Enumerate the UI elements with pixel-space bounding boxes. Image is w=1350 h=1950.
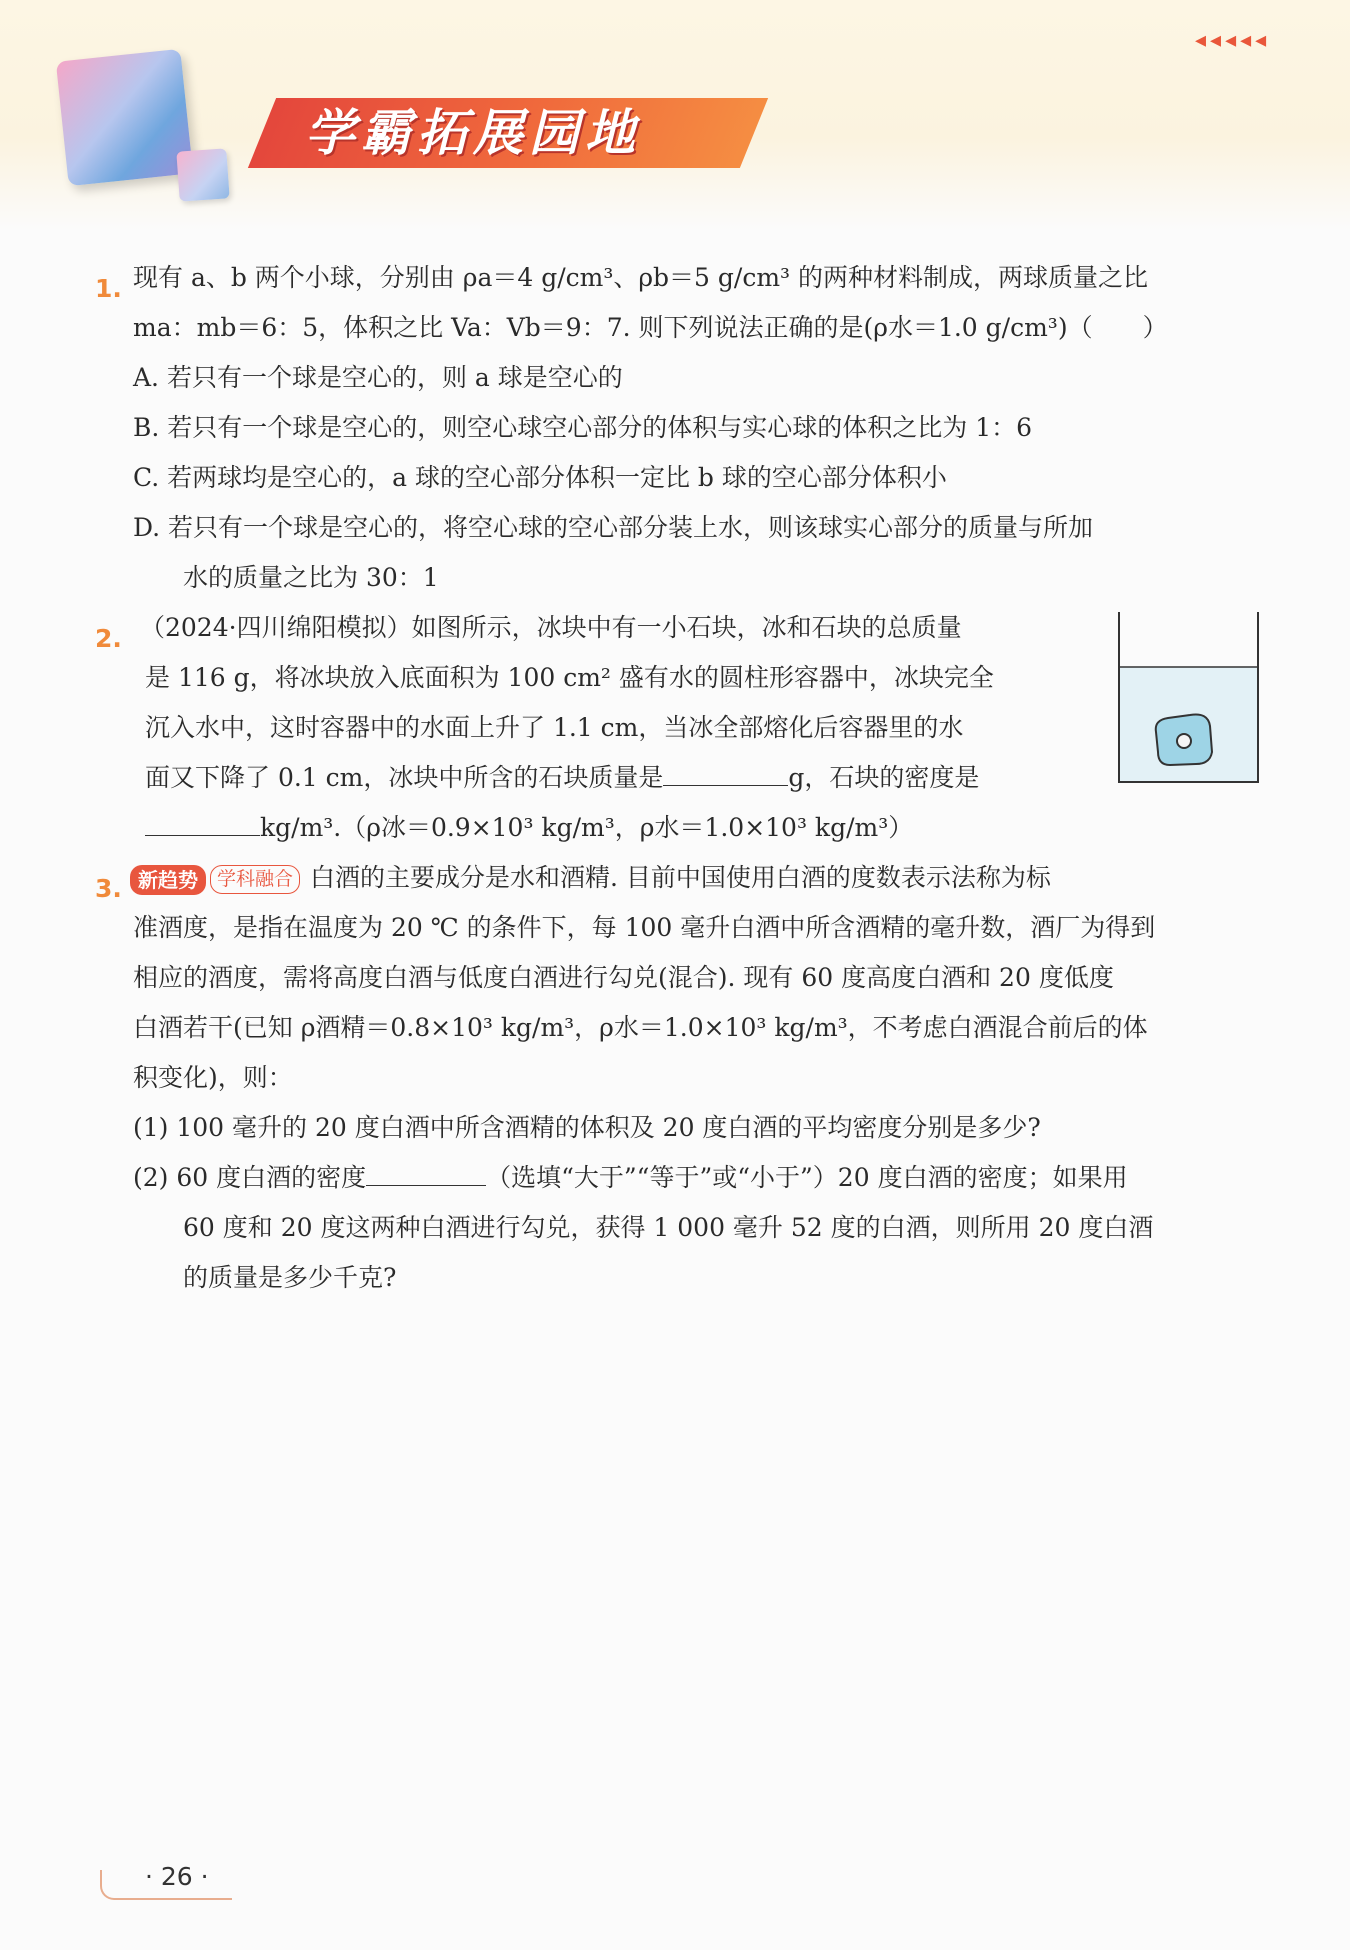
question-1-number: 1. bbox=[95, 274, 122, 303]
q1-option-c: C. 若两球均是空心的，a 球的空心部分体积一定比 b 球的空心部分体积小 bbox=[133, 463, 947, 492]
question-3-number: 3. bbox=[95, 874, 122, 903]
density-compare-blank[interactable] bbox=[366, 1155, 486, 1186]
q3-line-4: 白酒若干(已知 ρ酒精＝0.8×10³ kg/m³，ρ水＝1.0×10³ kg/m³，不考虑白酒混合前后的体 bbox=[133, 1013, 1148, 1042]
q1-option-a: A. 若只有一个球是空心的，则 a 球是空心的 bbox=[133, 363, 623, 392]
q3-line-2: 准酒度，是指在温度为 20 ℃ 的条件下，每 100 毫升白酒中所含酒精的毫升数，酒厂为得到 bbox=[133, 913, 1156, 942]
q2-line-4 bbox=[145, 753, 979, 803]
q3-line-3: 相应的酒度，需将高度白酒与低度白酒进行勾兑(混合). 现有 60 度高度白酒和 20 度低度 bbox=[133, 963, 1114, 992]
q1-stem-line-2: ma：mb＝6：5，体积之比 Va：Vb＝9：7. 则下列说法正确的是(ρ水＝1.0 g/cm³)（ ） bbox=[133, 313, 1168, 342]
q1-stem-line-1: 现有 a、b 两个小球，分别由 ρa＝4 g/cm³、ρb＝5 g/cm³ 的两种材料制成，两球质量之比 bbox=[133, 263, 1149, 292]
q3-sub-question-1: (1) 100 毫升的 20 度白酒中所含酒精的体积及 20 度白酒的平均密度分别是多少? bbox=[133, 1113, 1041, 1142]
q2-line-3: 沉入水中，这时容器中的水面上升了 1.1 cm，当冰全部熔化后容器里的水 bbox=[145, 713, 964, 742]
q3-line-1-text: 白酒的主要成分是水和酒精. 目前中国使用白酒的度数表示法称为标 bbox=[310, 863, 1051, 892]
q2-line-4-text-b: g，石块的密度是 bbox=[788, 763, 980, 792]
q3-line-5: 积变化)，则： bbox=[133, 1063, 293, 1092]
new-trend-badge: 新趋势 bbox=[130, 865, 206, 895]
arrows-decoration-icon: ◂◂◂◂◂ bbox=[1195, 28, 1271, 53]
q1-option-d-line-1: D. 若只有一个球是空心的，将空心球的空心部分装上水，则该球实心部分的质量与所加 bbox=[133, 513, 1094, 542]
q2-line-2: 是 116 g，将冰块放入底面积为 100 cm² 盛有水的圆柱形容器中，冰块完全 bbox=[145, 663, 994, 692]
q3-sub-question-2-line-2: 60 度和 20 度这两种白酒进行勾兑，获得 1 000 毫升 52 度的白酒，则所用 20 度白酒 bbox=[183, 1213, 1154, 1242]
page-title: 学霸拓展园地 bbox=[305, 104, 641, 162]
q1-option-d-line-2: 水的质量之比为 30：1 bbox=[183, 563, 439, 592]
q3-sub-question-2-line-3: 的质量是多少千克? bbox=[183, 1263, 397, 1292]
q3-line-1 bbox=[130, 853, 1051, 903]
stone-icon bbox=[1177, 734, 1191, 748]
question-2-number: 2. bbox=[95, 624, 122, 653]
q3-sub2-text-a: (2) 60 度白酒的密度 bbox=[133, 1163, 367, 1192]
q2-line-4-text-a: 面又下降了 0.1 cm，冰块中所含的石块质量是 bbox=[145, 763, 664, 792]
q3-sub-question-2-line-1 bbox=[133, 1153, 1128, 1203]
q2-line-1: （2024·四川绵阳模拟）如图所示，冰块中有一小石块，冰和石块的总质量 bbox=[140, 613, 962, 642]
stone-density-blank[interactable] bbox=[145, 805, 260, 836]
q2-line-5-text: kg/m³.（ρ冰＝0.9×10³ kg/m³，ρ水＝1.0×10³ kg/m³） bbox=[260, 813, 914, 842]
q3-sub2-text-b: （选填“大于”“等于”或“小于”）20 度白酒的密度；如果用 bbox=[486, 1163, 1128, 1192]
container-diagram bbox=[1118, 612, 1266, 787]
page-number: · 26 · bbox=[145, 1862, 209, 1891]
q2-line-5 bbox=[145, 803, 913, 853]
interdisciplinary-badge: 学科融合 bbox=[210, 865, 300, 894]
stone-mass-blank[interactable] bbox=[663, 755, 788, 786]
q1-option-b: B. 若只有一个球是空心的，则空心球空心部分的体积与实心球的体积之比为 1：6 bbox=[133, 413, 1033, 442]
